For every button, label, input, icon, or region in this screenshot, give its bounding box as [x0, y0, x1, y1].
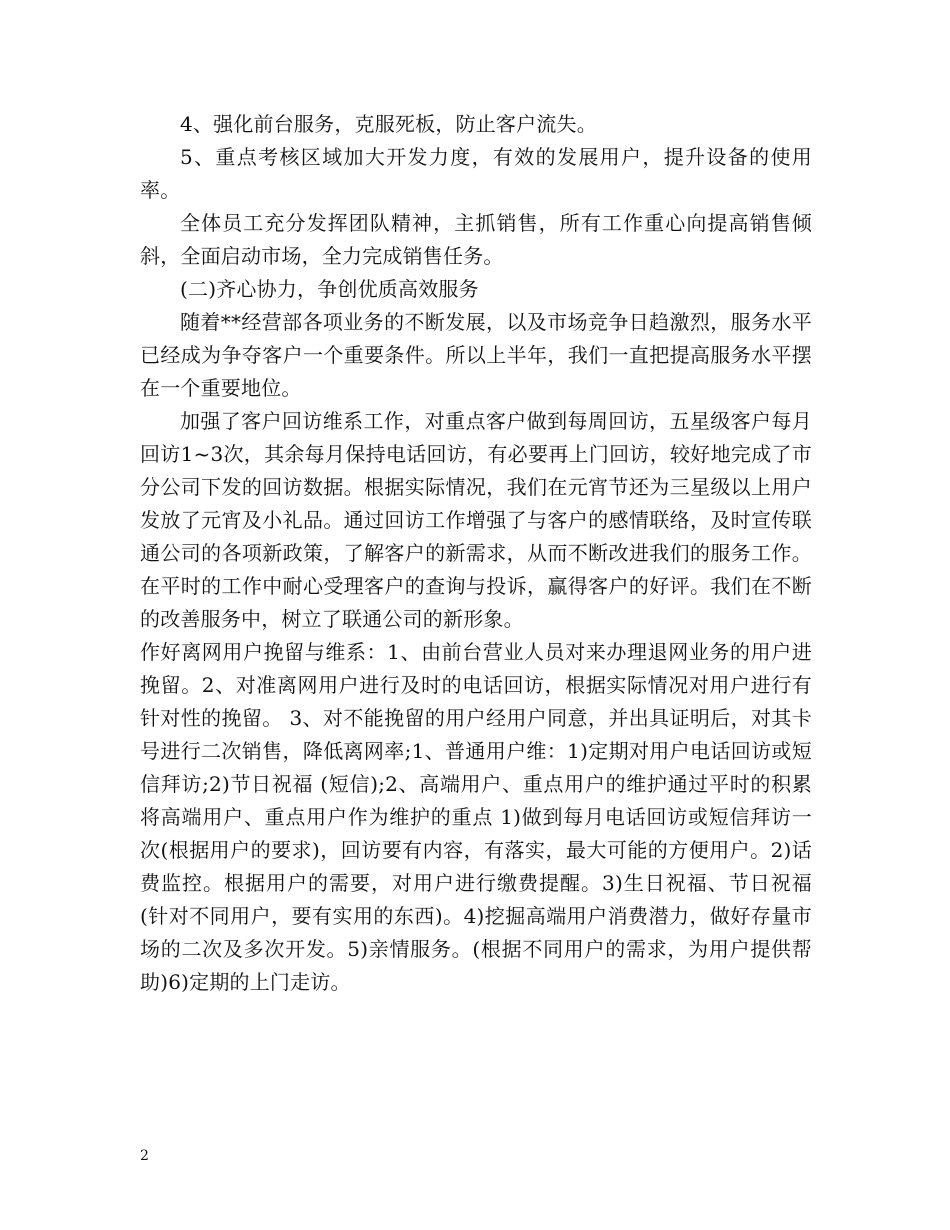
paragraph-item-5: 5、重点考核区域加大开发力度，有效的发展用户，提升设备的使用率。: [140, 145, 812, 202]
paragraph-customer-visits: 加强了客户回访维系工作，对重点客户做到每周回访，五星级客户每月回访1~3次，其余每月保持电话回访，有必要再上门回访，较好地完成了市分公司下发的回访数据。根据实际情况，我们在元宵节还为三星级以上用户发放了元宵及小礼品。通过回访工作增强了与客户的感情联络，及时宣传联通公司的各项新政策，了解客户的新需求，从而不断改进我们的服务工作。在平时的工作中耐心受理客户的查询与投诉，赢得客户的好评。我们在不断的改善服务中，树立了联通公司的新形象。: [140, 409, 812, 631]
paragraph-user-retention: 作好离网用户挽留与维系：1、由前台营业人员对来办理退网业务的用户进挽留。2、对准离网用户进行及时的电话回访，根据实际情况对用户进行有针对性的挽留。 3、对不能挽留的用户经用户同意，并出具证明后，对其卡号进行二次销售，降低离网率;1、普通用户维：1)定期对用户电话回访或短信拜访;2)节日祝福 (短信);2、高端用户、重点用户的维护通过平时的积累将高端用户、重点用户作为维护的重点 1)做到每月电话回访或短信拜访一次(根据用户的要求)，回访要有内容，有落实，最大可能的方便用户。2)话费监控。根据用户的需要，对用户进行缴费提醒。3)生日祝福、节日祝福(针对不同用户，要有实用的东西)。4)挖掘高端用户消费潜力，做好存量市场的二次及多次开发。5)亲情服务。(根据不同用户的需求，为用户提供帮助)6)定期的上门走访。: [140, 640, 812, 994]
paragraph-item-4: 4、强化前台服务，克服死板，防止客户流失。: [180, 112, 597, 136]
document-body: [140, 108, 812, 999]
page-number: 2: [140, 1148, 149, 1164]
section-heading-service: (二)齐心协力，争创优质高效服务: [180, 277, 479, 301]
paragraph-team-spirit: 全体员工充分发挥团队精神，主抓销售，所有工作重心向提高销售倾斜，全面启动市场，全力完成销售任务。: [140, 211, 812, 268]
paragraph-service-level: 随着**经营部各项业务的不断发展，以及市场竞争日趋激烈，服务水平已经成为争夺客户一个重要条件。所以上半年，我们一直把提高服务水平摆在一个重要地位。: [140, 310, 812, 400]
